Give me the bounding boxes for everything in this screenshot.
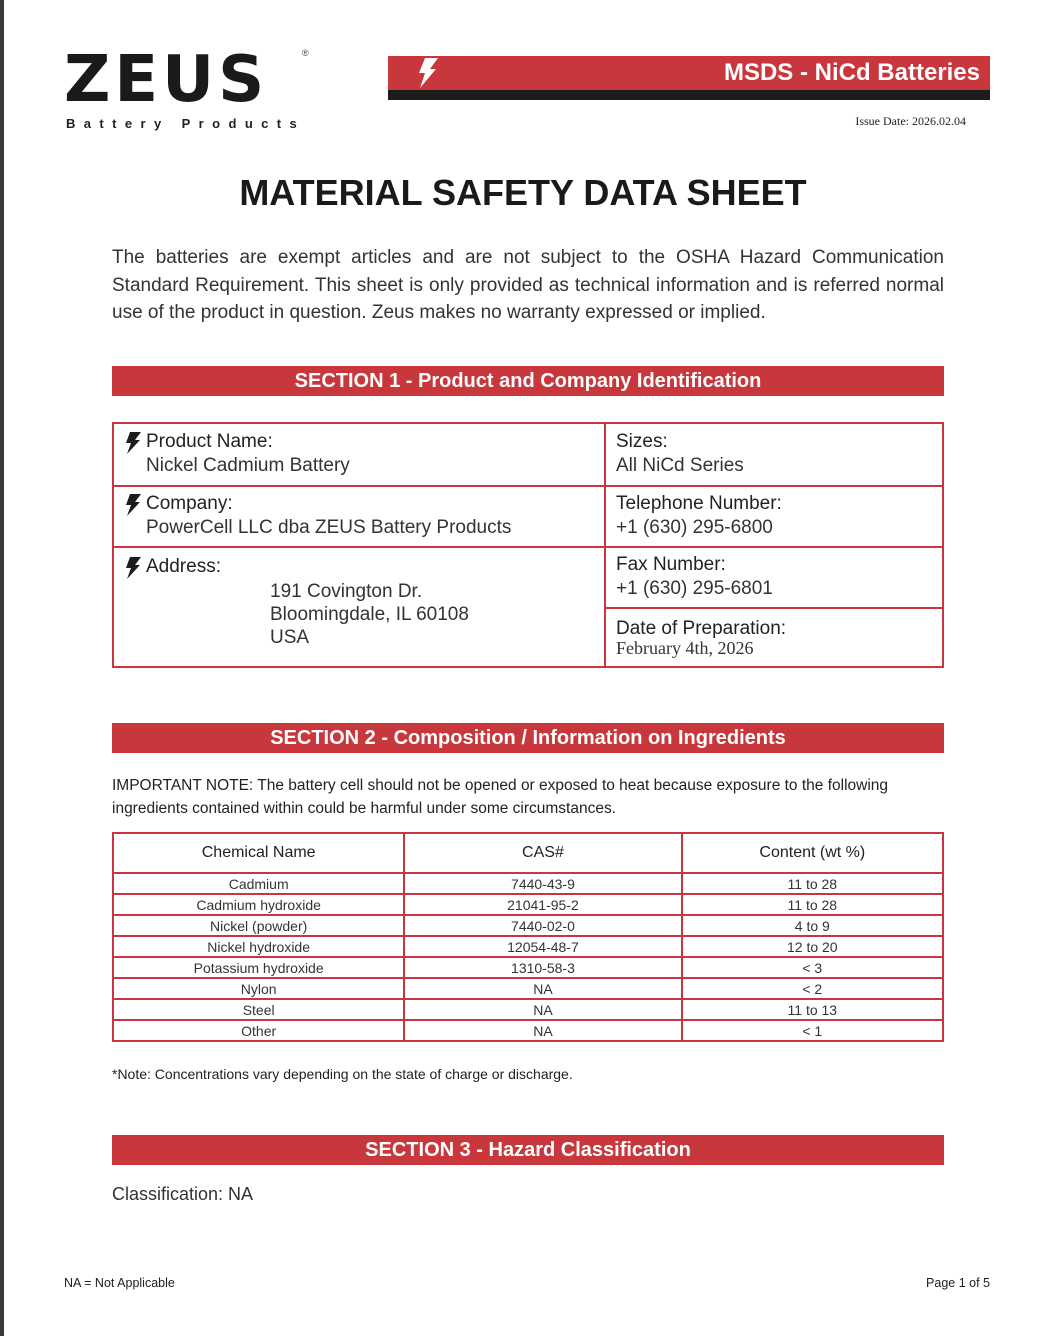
- lightning-bolt-icon: [124, 557, 142, 579]
- date-label: Date of Preparation:: [616, 618, 787, 639]
- cas-number: 7440-02-0: [404, 915, 681, 936]
- content-percent: 11 to 28: [682, 873, 943, 894]
- cas-number: NA: [404, 999, 681, 1020]
- table-divider: [604, 546, 942, 548]
- product-name-label: Product Name:: [146, 431, 273, 452]
- cas-number: NA: [404, 1020, 681, 1041]
- cas-number: 1310-58-3: [404, 957, 681, 978]
- date-value: February 4th, 2026: [616, 638, 754, 658]
- zeus-logo: [64, 43, 314, 138]
- table-divider: [604, 607, 942, 609]
- fax-value: +1 (630) 295-6801: [616, 578, 773, 599]
- lightning-bolt-icon: [124, 432, 142, 454]
- table-row: [113, 957, 943, 978]
- content-percent: 11 to 28: [682, 894, 943, 915]
- table-row: [113, 1020, 943, 1041]
- issue-date: Issue Date: 2026.02.04: [855, 114, 966, 128]
- company-value: PowerCell LLC dba ZEUS Battery Products: [146, 517, 512, 538]
- logo-tagline: Battery Products: [66, 116, 306, 131]
- important-note: IMPORTANT NOTE: The battery cell should not be opened or exposed to heat because exposure to the following ingredients contained within could be harmful under some circumstances.: [112, 777, 889, 817]
- content-percent: 4 to 9: [682, 915, 943, 936]
- table-row: [113, 936, 943, 957]
- content-percent: 12 to 20: [682, 936, 943, 957]
- product-name-value: Nickel Cadmium Battery: [146, 455, 350, 476]
- address-line: 191 Covington Dr.: [270, 581, 423, 602]
- chemical-name: Steel: [113, 999, 404, 1020]
- address-line: Bloomingdale, IL 60108: [270, 604, 469, 625]
- chemical-name: Nickel hydroxide: [113, 936, 404, 957]
- chemical-name: Other: [113, 1020, 404, 1041]
- table-divider: [114, 485, 604, 487]
- column-header: CAS#: [404, 833, 681, 873]
- table-divider: [604, 485, 942, 487]
- intro-paragraph: The batteries are exempt articles and are not subject to the OSHA Hazard Communication Standard Requirement. This sheet is only provided as technical information and is referred normal use of the product in question. Zeus makes no warranty expressed or implied.: [112, 247, 944, 323]
- sizes-value: All NiCd Series: [616, 455, 744, 476]
- table-row: [113, 978, 943, 999]
- footer-legend: NA = Not Applicable: [64, 1276, 175, 1290]
- cas-number: NA: [404, 978, 681, 999]
- telephone-label: Telephone Number:: [616, 493, 782, 514]
- content-percent: < 1: [682, 1020, 943, 1041]
- chemical-name: Potassium hydroxide: [113, 957, 404, 978]
- chemical-name: Cadmium hydroxide: [113, 894, 404, 915]
- section3-header: SECTION 3 - Hazard Classification: [112, 1135, 944, 1165]
- sizes-label: Sizes:: [616, 431, 668, 452]
- table-row: [113, 873, 943, 894]
- table-row: [113, 915, 943, 936]
- banner-shadow: [388, 90, 990, 100]
- fax-label: Fax Number:: [616, 554, 726, 575]
- registered-mark: ®: [302, 48, 309, 58]
- product-identification-table: [112, 422, 944, 668]
- table-divider: [604, 424, 606, 666]
- classification-text: Classification: NA: [112, 1184, 254, 1204]
- lightning-bolt-icon: [416, 58, 440, 88]
- cas-number: 21041-95-2: [404, 894, 681, 915]
- logo-wordmark: ZEUS: [64, 43, 269, 117]
- table-divider: [114, 546, 604, 548]
- company-label: Company:: [146, 493, 233, 514]
- address-label: Address:: [146, 556, 221, 577]
- content-percent: 11 to 13: [682, 999, 943, 1020]
- chemical-name: Nylon: [113, 978, 404, 999]
- telephone-value: +1 (630) 295-6800: [616, 517, 773, 538]
- lightning-bolt-icon: [124, 494, 142, 516]
- page-number: Page 1 of 5: [926, 1276, 990, 1290]
- concentration-footnote: *Note: Concentrations vary depending on the state of charge or discharge.: [112, 1066, 573, 1082]
- page-title: MATERIAL SAFETY DATA SHEET: [239, 172, 807, 213]
- section1-header: SECTION 1 - Product and Company Identification: [112, 366, 944, 396]
- table-row: [113, 999, 943, 1020]
- content-percent: < 3: [682, 957, 943, 978]
- table-header-row: [113, 833, 943, 873]
- chemical-name: Cadmium: [113, 873, 404, 894]
- composition-table: [112, 832, 944, 1042]
- table-row: [113, 894, 943, 915]
- cas-number: 7440-43-9: [404, 873, 681, 894]
- chemical-name: Nickel (powder): [113, 915, 404, 936]
- column-header: Chemical Name: [113, 833, 404, 873]
- header-banner: [388, 56, 990, 90]
- document-title: MSDS - NiCd Batteries: [723, 59, 980, 86]
- content-percent: < 2: [682, 978, 943, 999]
- cas-number: 12054-48-7: [404, 936, 681, 957]
- address-line: USA: [270, 627, 310, 648]
- section2-header: SECTION 2 - Composition / Information on Ingredients: [112, 723, 944, 753]
- column-header: Content (wt %): [682, 833, 943, 873]
